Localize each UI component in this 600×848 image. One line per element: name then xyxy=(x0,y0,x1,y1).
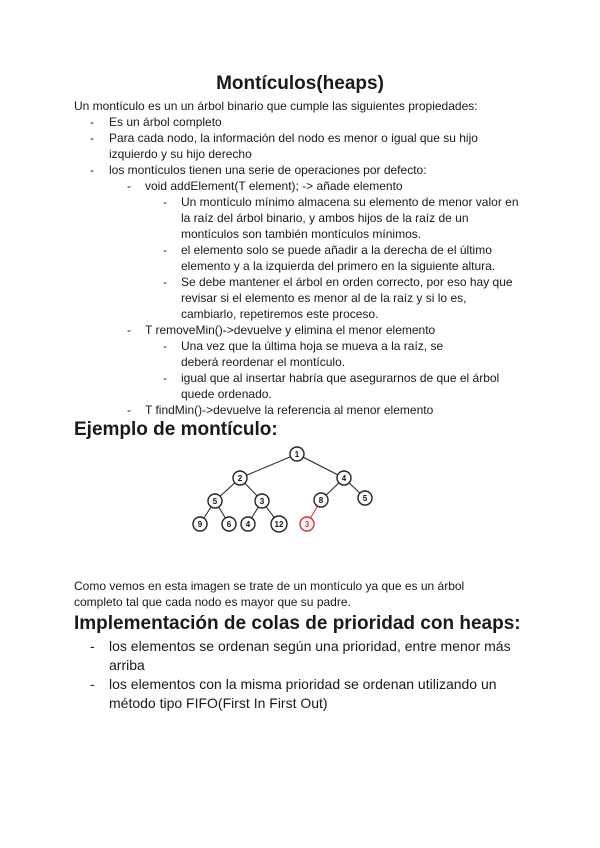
node-label: 8 xyxy=(318,496,324,505)
document-page: Montículos(heaps) Un montículo es un un árbol binario que cumple las siguientes propiedades: - Es un árbol completo - Para cada nodo, la información del nodo es menor o igual que su hijo izquierdo y su hijo derecho - los montículos tienen una serie de operaciones por defecto: - void addElement(T element); -> añade elemento - Un montículo mínimo almacena su elemento de menor valor en la raíz del árbol binario, y ambos hijos de la raíz de un montículos son también montículos mínimos. - el elemento solo se puede añadir a la derecha de el último elemento y a la izquierda del primero en la siguiente altura. - Se debe mantener el árbol en orden correcto, por eso hay que revisar si el elemento es menor al de la raíz y si lo es, cambiarlo, repetiremos este proceso. - T removeMin()->devuelve y elimina el menor elemento - Una vez que la última hoja se mueva a la raíz, se deberá reordenar el montículo. - igual que al insertar habría que asegurarnos de que el árbol quede ordenado. - T findMin()->devuelve la referencia al menor elemento Ejemplo de montículo: 1 2 4 5 3 8 5 9 6 4 12 3 Como vemos en esta imagen se trate de un montículo ya que es un árbol completo tal que cada nodo es mayor que su padre. Implementación de colas de prioridad con heaps: - los elementos se ordenan según una prioridad, entre menor más arriba - los elementos con la misma prioridad se ordenan utilizando un método tipo FIFO(First In First Out) xyxy=(0,0,600,848)
node-label: 5 xyxy=(362,494,368,503)
tree-edge xyxy=(240,454,297,478)
tree-edge xyxy=(297,454,344,478)
page-title: Montículos(heaps) xyxy=(216,73,384,94)
node-label: 12 xyxy=(274,520,284,529)
node-label: 4 xyxy=(341,474,347,483)
node-label-highlight: 3 xyxy=(304,520,310,529)
heap-tree-diagram xyxy=(180,440,400,540)
section-heading: Ejemplo de montículo: xyxy=(74,419,278,440)
node-label: 5 xyxy=(212,497,218,506)
node-label: 1 xyxy=(294,450,300,459)
tree-edges xyxy=(200,454,365,524)
node-label: 6 xyxy=(226,520,232,529)
node-label: 4 xyxy=(245,520,251,529)
node-label: 9 xyxy=(197,520,203,529)
node-label: 3 xyxy=(259,497,265,506)
node-label: 2 xyxy=(237,474,243,483)
section-heading: Implementación de colas de prioridad con heaps: xyxy=(74,613,521,634)
intro-paragraph: Un montículo es un un árbol binario que cumple las siguientes propiedades: xyxy=(74,99,478,113)
